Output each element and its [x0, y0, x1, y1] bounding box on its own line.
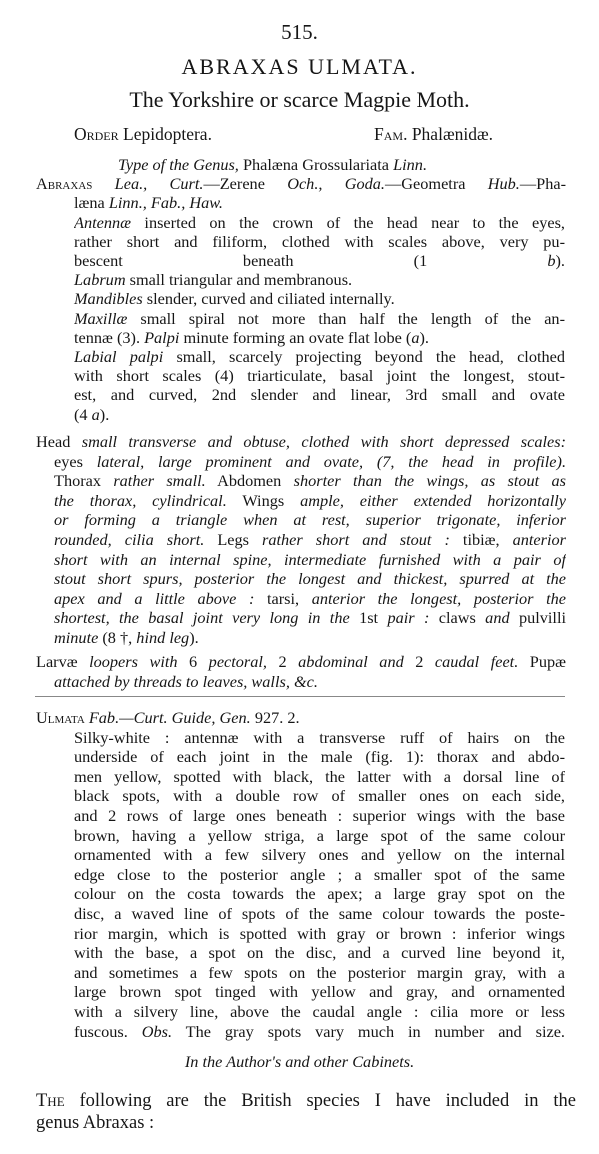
text-line: tennæ (3). Palpi minute forming an ovate flat lobe (a). [74, 327, 429, 347]
text-line: with short scales (4) triarticulate, basal joint the longest, stout- [74, 366, 565, 386]
text-line: disc, a waved line of spots of the same colour towards the poste- [74, 904, 565, 923]
text-line: and sometimes a few spots on the posterior margin gray, with a [74, 962, 565, 982]
family-group [374, 124, 493, 145]
text-line: ornamented with a few silvery ones and yellow on the internal [74, 845, 565, 865]
text-line: eyes lateral, large prominent and ovate, (7, the head in profile). [54, 451, 566, 471]
text-line: læna Linn., Fab., Haw. [74, 193, 223, 213]
text-line: fuscous. Obs. The gray spots vary much in number and size. [74, 1021, 565, 1041]
text-line: Antennæ inserted on the crown of the head near to the eyes, [74, 212, 565, 232]
text-line: short with an internal spine, intermediate furnished with a pair of [54, 549, 566, 569]
text-line: est, and curved, 2nd slender and linear, 3rd small and ovate [74, 385, 565, 405]
text-line: Maxillæ small spiral not more than half the length of the an- [74, 308, 565, 328]
text-line: Thorax rather small. Abdomen shorter than the wings, as stout as [54, 471, 566, 491]
closing-paragraph [36, 1090, 576, 1134]
text-line: genus Abraxas : [36, 1113, 155, 1133]
text-line: Mandibles slender, curved and ciliated internally. [74, 289, 395, 309]
text-line: or forming a triangle when at rest, superior trigonate, inferior [54, 510, 566, 530]
text-line: bescent beneath (1 b). [74, 251, 565, 270]
text-line: with the base, a spot on the disc, and a curved line beyond it, [74, 943, 565, 963]
text-line: Ulmata Fab.—Curt. Guide, Gen. 927. 2. [36, 708, 300, 727]
text-line: attached by threads to leaves, walls, &c. [54, 672, 318, 691]
text-line: apex and a little above : tarsi, anterior the longest, posterior the [54, 588, 566, 608]
page-subtitle: The Yorkshire or scarce Magpie Moth. [129, 87, 470, 112]
text-line: The following are the British species I have included in the [36, 1091, 576, 1111]
text-line: Head small transverse and obtuse, clothed with short depressed scales: [36, 432, 566, 451]
text-line: Abraxas Lea., Curt.—Zerene Och., Goda.—Geometra Hub.—Pha- [36, 174, 566, 194]
page-number: 515. [281, 20, 318, 44]
text-line: the thorax, cylindrical. Wings ample, either extended horizontally [54, 490, 566, 510]
text-line: edge close to the posterior angle ; a smaller spot of the same [74, 864, 565, 884]
text-line: large brown spot tinged with yellow and gray, and ornamented [74, 982, 565, 1002]
family-label: Fam. [374, 124, 408, 144]
text-line: brown, having a yellow striga, a large spot of the same colour [74, 825, 565, 845]
text-line: shortest, the basal joint very long in the 1st pair : claws and pulvilli [54, 608, 566, 628]
text-line: colour on the costa towards the apex; a large gray spot on the [74, 884, 565, 904]
section-divider [35, 696, 565, 697]
cabinets-note: In the Author's and other Cabinets. [184, 1052, 415, 1071]
text-line: Larvæ loopers with 6 pectoral, 2 abdominal and 2 caudal feet. Pupæ [36, 652, 566, 671]
order-value: Lepidoptera. [123, 124, 212, 144]
text-line: with a silvery line, above the caudal angle : cilia more or less [74, 1002, 565, 1021]
text-line: rior margin, which is spotted with gray or brown : inferior wings [74, 923, 565, 943]
text-line: and 2 rows of large ones beneath : superior wings with the base [74, 806, 565, 825]
order-label: Order [74, 124, 119, 144]
text-line: Silky-white : antennæ with a transverse ruff of hairs on the [74, 727, 565, 747]
text-line: rather short and filiform, clothed with scales above, very pu- [74, 231, 565, 251]
text-line: minute (8 †, hind leg). [54, 628, 199, 647]
classification-row [74, 124, 564, 145]
text-line: Labial palpi small, scarcely projecting beyond the head, clothed [74, 347, 565, 366]
page-title: ABRAXAS ULMATA. [181, 54, 418, 79]
text-line: black spots, with a double row of smaller ones on each side, [74, 786, 565, 806]
text-line: Type of the Genus, Phalæna Grossulariata Linn. [118, 155, 428, 174]
text-line: stout short spurs, posterior the longest and thickest, spurred at the [54, 569, 566, 589]
family-value: Phalænidæ. [411, 124, 494, 144]
text-line: men yellow, spotted with black, the latter with a dorsal line of [74, 766, 565, 786]
text-line: (4 a). [74, 404, 110, 424]
text-line: underside of each joint in the male (fig. 1): thorax and abdo- [74, 747, 565, 767]
text-line: Labrum small triangular and membranous. [74, 270, 353, 290]
text-line: rounded, cilia short. Legs rather short and stout : tibiæ, anterior [54, 530, 566, 549]
